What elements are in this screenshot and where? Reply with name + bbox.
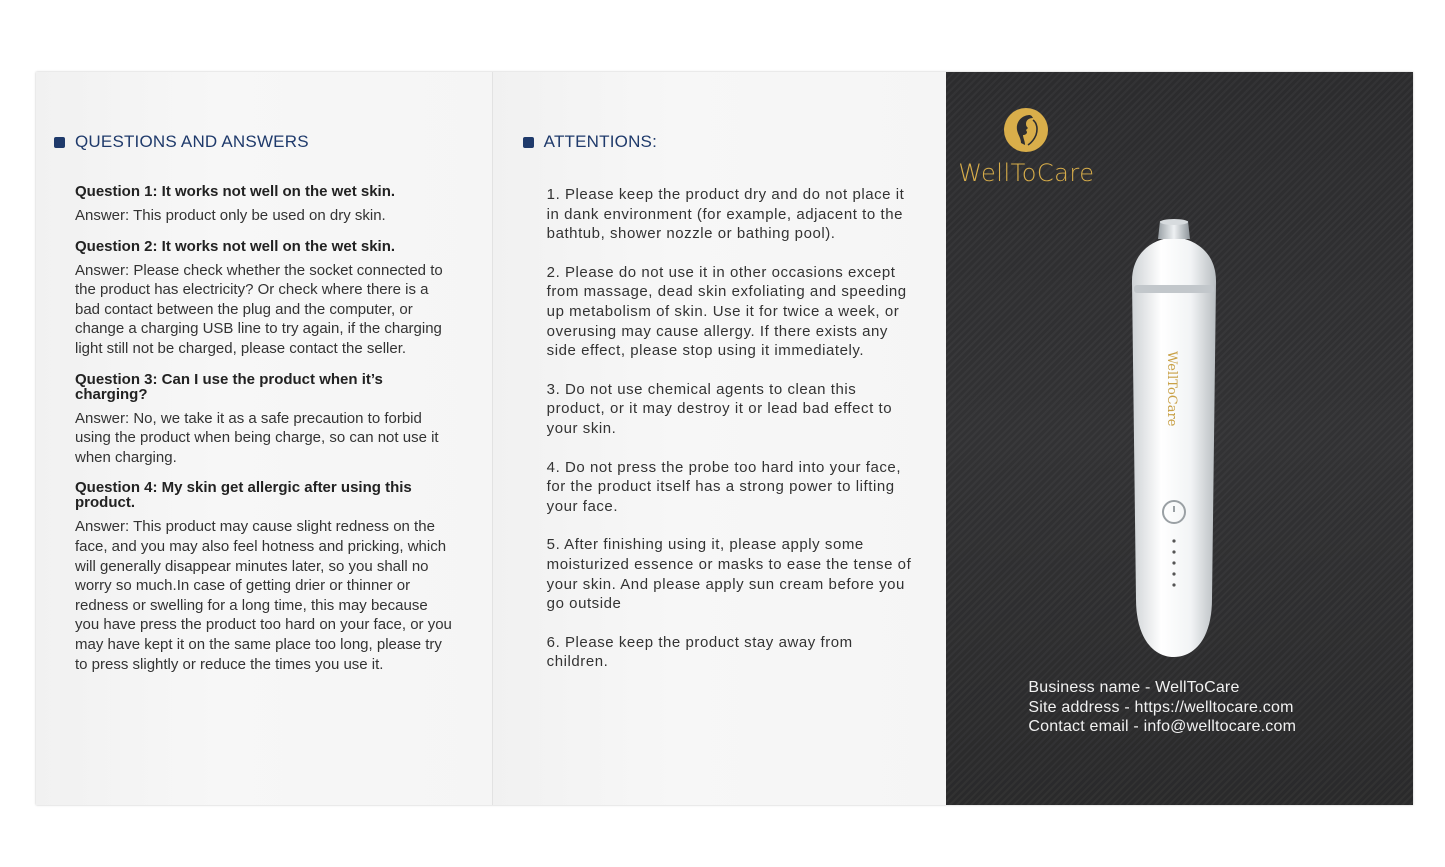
attentions-list xyxy=(547,185,917,691)
square-bullet-icon xyxy=(523,137,534,148)
business-name: Business name - WellToCare xyxy=(1028,679,1240,696)
attentions-heading xyxy=(523,132,657,152)
brand-logo xyxy=(956,107,1096,187)
attentions-heading-text: ATTENTIONS: xyxy=(543,132,658,151)
answer-4: Answer: This product may cause slight redness on the face, and you may also feel hotness and pricking, which will generally disappear minutes later, so you shall no worry so much.In case of getting drier or thinner or redness or swelling for a long time, this may because you have press the product too hard on your face, or you may have kept it on the same place too long, please try to press slightly or reduce the times you use it. xyxy=(75,518,452,673)
answer-2: Answer: Please check whether the socket connected to the product has electricity? Or check where there is a bad contact between the plug and the computer, or change a charging USB line to try again, if the charging light still not be charged, please contact the seller. xyxy=(75,261,443,357)
attention-item-1: 1. Please keep the product dry and do not place it in dank environment (for example, adjacent to the bathtub, shower nozzle or bathing pool). xyxy=(546,186,905,243)
contact-email: Contact email - info@welltocare.com xyxy=(1028,718,1297,736)
question-3: Question 3: Can I use the product when it’s charging? xyxy=(75,370,383,403)
qa-list xyxy=(75,184,455,687)
question-1: Question 1: It works not well on the wet skin. xyxy=(75,183,396,200)
qa-panel xyxy=(36,72,493,805)
attention-item-2: 2. Please do not use it in other occasions except from massage, dead skin exfoliating and speeding up metabolism of skin. Use it for twice a week, or overusing may cause allergy. If there exists any side effect, please stop using it immediately. xyxy=(546,263,907,360)
device-illustration xyxy=(1124,219,1224,659)
answer-3: Answer: No, we take it as a safe precaution to forbid using the product when being charge, so can not use it when charging. xyxy=(75,409,439,466)
question-2: Question 2: It works not well on the wet skin. xyxy=(75,237,396,255)
attention-item-6: 6. Please keep the product stay away from children. xyxy=(546,633,853,671)
question-4: Question 4: My skin get allergic after using this product. xyxy=(75,479,412,512)
business-info xyxy=(1028,678,1296,737)
square-bullet-icon xyxy=(54,137,65,148)
attentions-panel xyxy=(493,72,947,805)
instruction-leaflet xyxy=(36,72,1413,805)
attention-item-4: 4. Do not press the probe too hard into your face, for the product itself has a strong power to lifting your face. xyxy=(546,458,902,515)
attention-item-3: 3. Do not use chemical agents to clean this product, or it may destroy it or lead bad effect to your skin. xyxy=(546,380,893,437)
attention-item-5: 5. After finishing using it, please apply some moisturized essence or masks to ease the tense of your skin. And please apply sun cream before you go outside xyxy=(546,536,912,613)
device-brand-text: WellToCare xyxy=(1164,351,1180,427)
brand-logo-text: WellToCare xyxy=(958,159,1095,187)
brand-panel xyxy=(946,72,1413,805)
face-profile-icon xyxy=(1003,107,1049,153)
site-address: Site address - https://welltocare.com xyxy=(1028,698,1294,716)
answer-1: Answer: This product only be used on dry skin. xyxy=(75,207,386,224)
qa-heading-text: QUESTIONS AND ANSWERS xyxy=(75,132,309,151)
qa-heading xyxy=(54,132,309,152)
